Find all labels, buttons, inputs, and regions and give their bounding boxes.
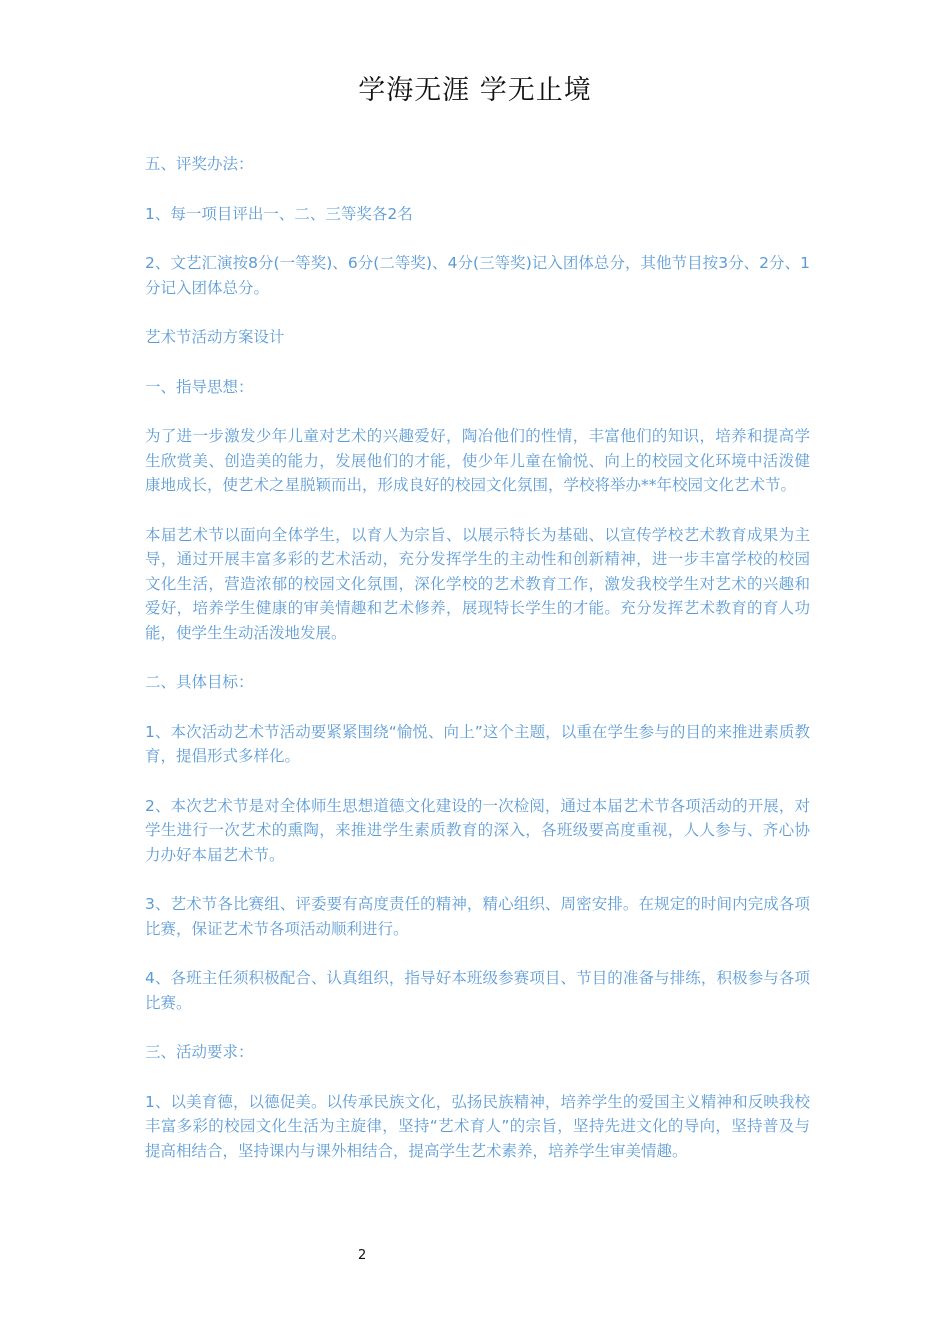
document-body — [145, 152, 810, 1188]
document-subtitle: 艺术节活动方案设计 — [145, 328, 285, 346]
paragraph: 为了进一步激发少年儿童对艺术的兴趣爱好，陶冶他们的性情，丰富他们的知识，培养和提高学生欣赏美、创造美的能力，发展他们的才能，使少年儿童在愉悦、向上的校园文化环境中活泼健康地成长，使艺术之星脱颖而出，形成良好的校园文化氛围，学校将举办**年校园文化艺术节。 — [145, 427, 810, 494]
section-heading-specific-goals: 二、具体目标： — [145, 673, 254, 691]
paragraph: 2、文艺汇演按8分(一等奖)、6分(二等奖)、4分(三等奖)记入团体总分，其他节目按3分、2分、1分记入团体总分。 — [145, 254, 810, 297]
section-heading-guiding-ideology: 一、指导思想： — [145, 377, 254, 396]
paragraph: 1、每一项目评出一、二、三等奖各2名 — [145, 204, 413, 223]
section-heading-awards: 五、评奖办法： — [145, 155, 254, 173]
paragraph: 1、本次活动艺术节活动要紧紧围绕“愉悦、向上”这个主题，以重在学生参与的目的来推进素质教育，提倡形式多样化。 — [145, 722, 810, 765]
paragraph: 本届艺术节以面向全体学生，以育人为宗旨、以展示特长为基础、以宣传学校艺术教育成果为主导，通过开展丰富多彩的艺术活动，充分发挥学生的主动性和创新精神，进一步丰富学校的校园文化生活，营造浓郁的校园文化氛围，深化学校的艺术教育工作，激发我校学生对艺术的兴趣和爱好，培养学生健康的审美情趣和艺术修养，展现特长学生的才能。充分发挥艺术教育的育人功能，使学生生动活泼地发展。 — [145, 525, 810, 642]
paragraph: 4、各班主任须积极配合、认真组织，指导好本班级参赛项目、节目的准备与排练，积极参与各项比赛。 — [145, 969, 810, 1012]
page-number: 2 — [358, 1248, 367, 1263]
paragraph: 3、艺术节各比赛组、评委要有高度责任的精神，精心组织、周密安排。在规定的时间内完成各项比赛，保证艺术节各项活动顺利进行。 — [145, 895, 810, 938]
paragraph: 1、以美育德，以德促美。以传承民族文化，弘扬民族精神，培养学生的爱国主义精神和反映我校丰富多彩的校园文化生活为主旋律，坚持“艺术育人”的宗旨，坚持先进文化的导向，坚持普及与提高相结合，坚持课内与课外相结合，提高学生艺术素养，培养学生审美情趣。 — [145, 1092, 810, 1160]
section-heading-activity-requirements: 三、活动要求： — [145, 1043, 254, 1061]
page-header-title: 学海无涯 学无止境 — [358, 75, 592, 106]
paragraph: 2、本次艺术节是对全体师生思想道德文化建设的一次检阅，通过本届艺术节各项活动的开展，对学生进行一次艺术的熏陶，来推进学生素质教育的深入，各班级要高度重视，人人参与、齐心协力办好本届艺术节。 — [145, 796, 810, 864]
